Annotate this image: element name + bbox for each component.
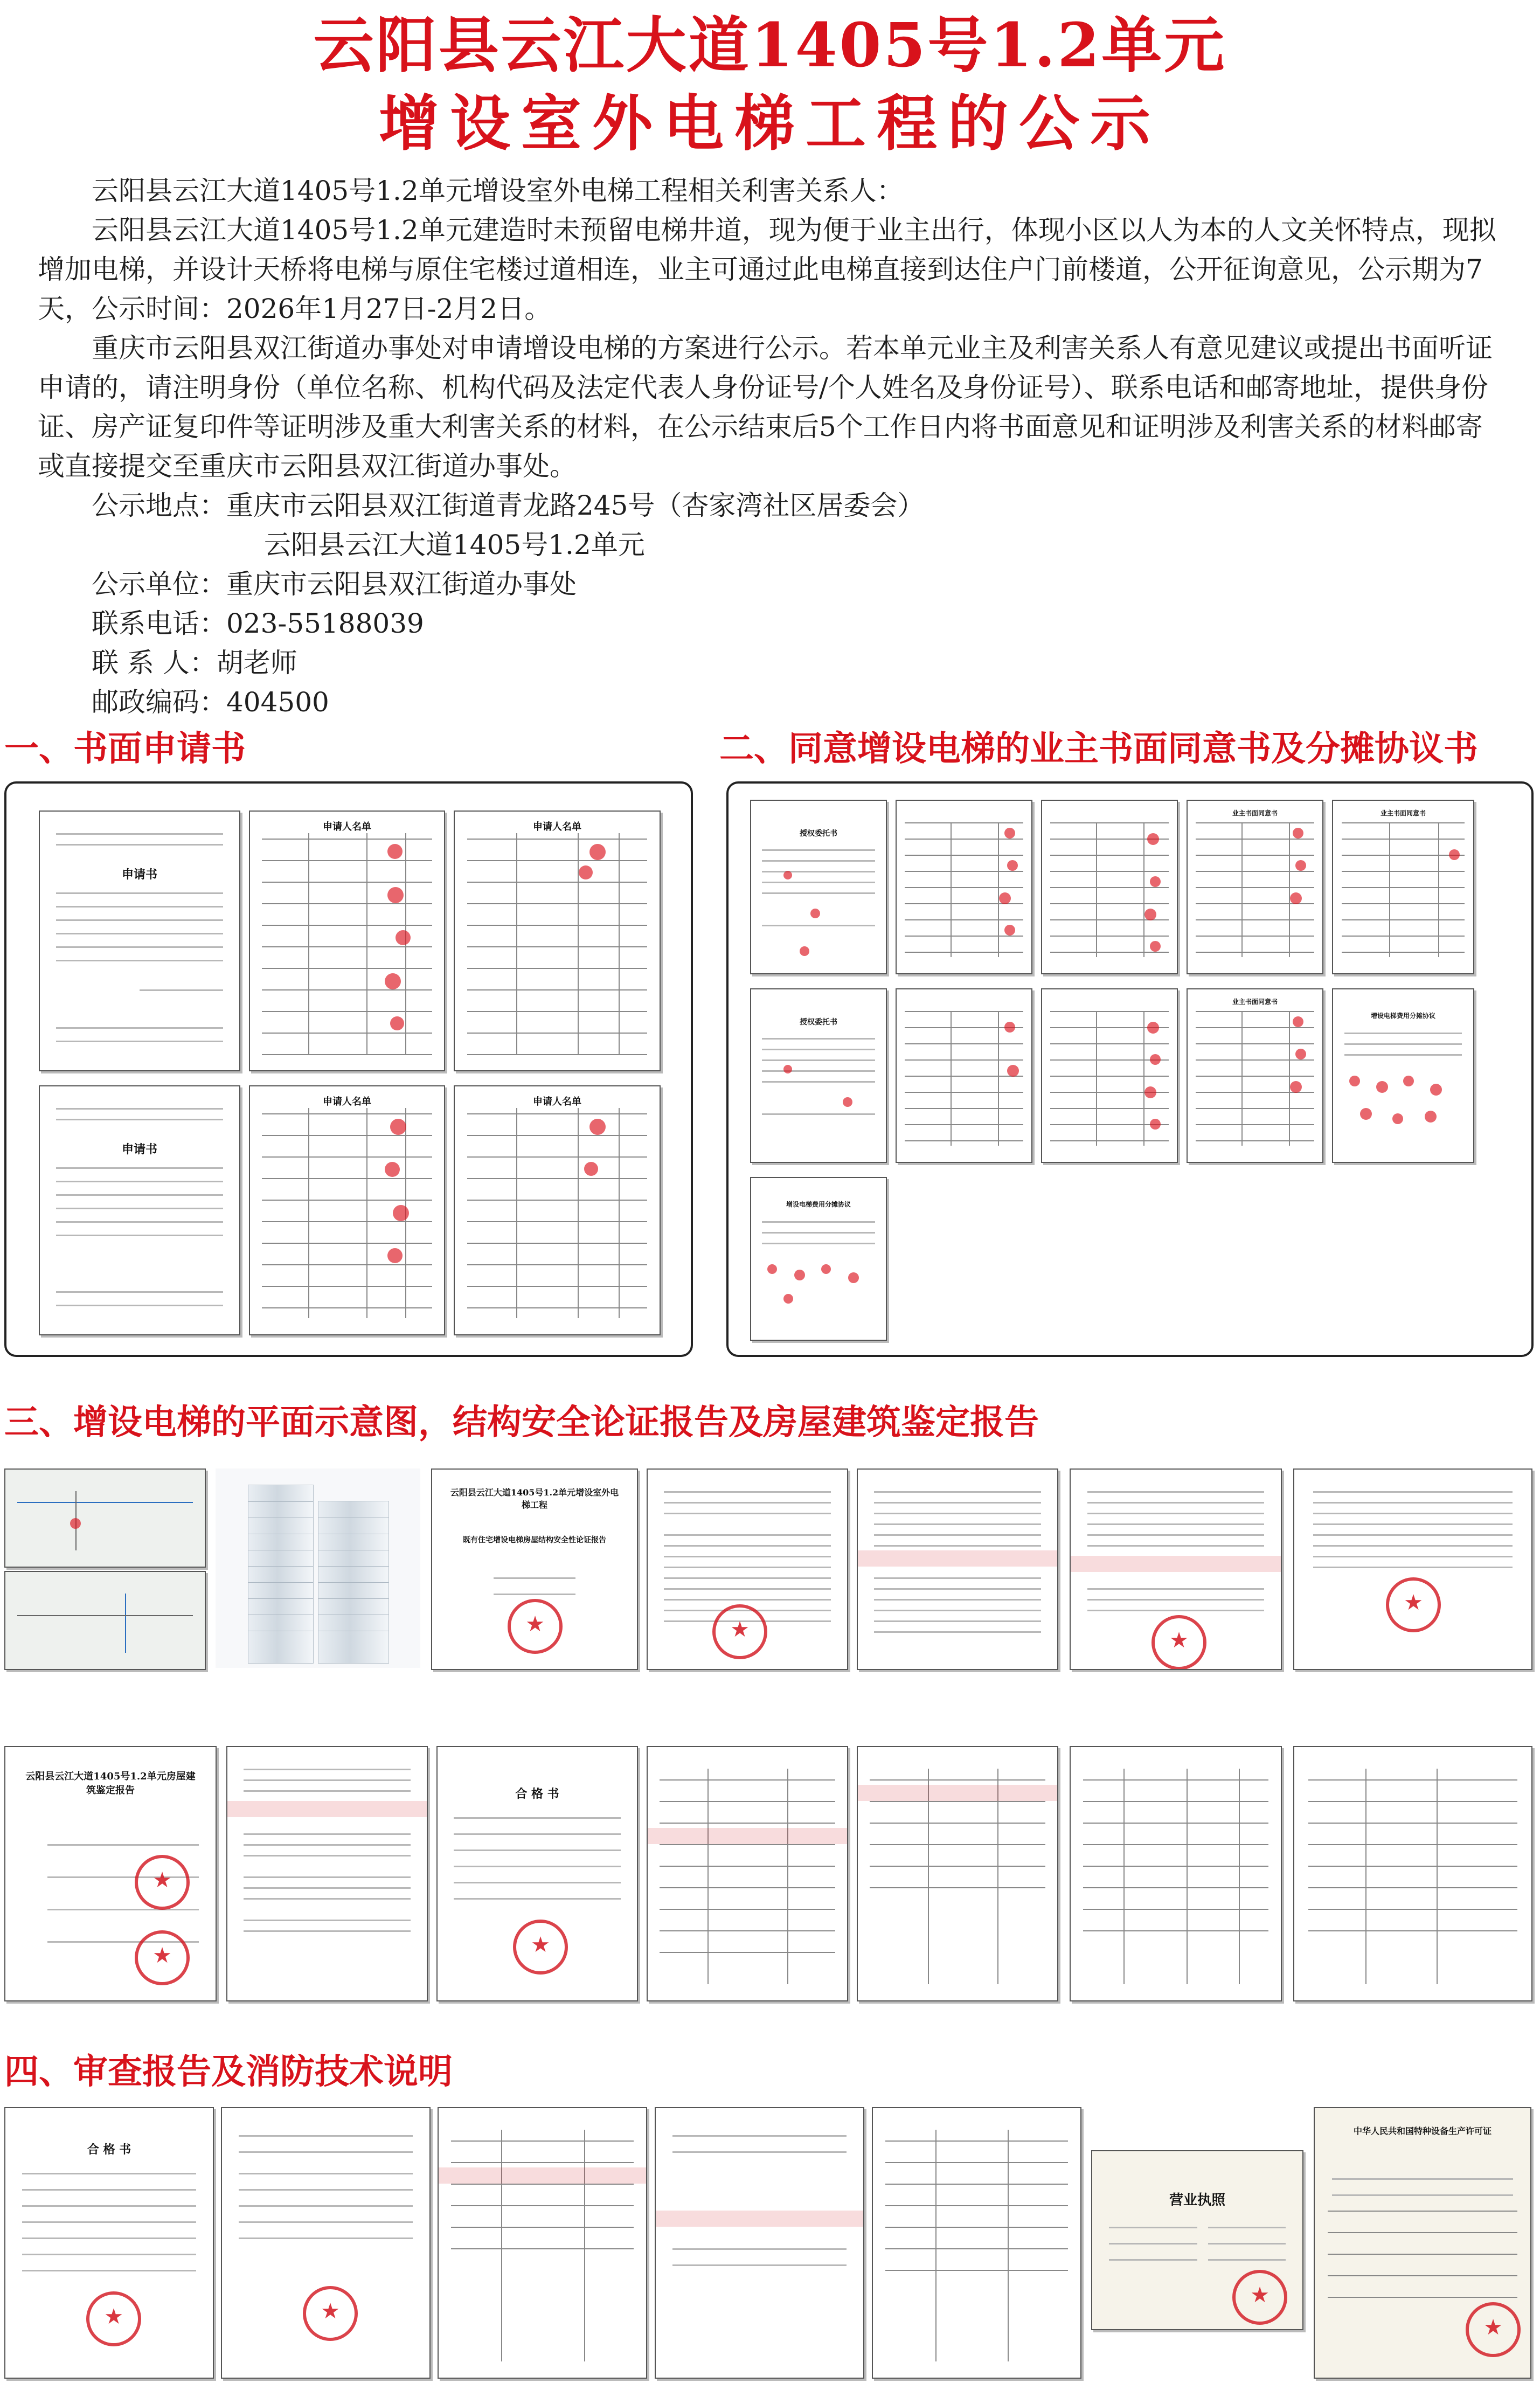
owner-list-doc-5: [896, 988, 1032, 1163]
doc-title: 授权委托书: [800, 829, 837, 838]
owner-list-doc-4: [1332, 800, 1474, 974]
doc-title: 增设电梯费用分摊协议: [786, 1201, 851, 1208]
page-title-line1: 云阳县云江大道1405号1.2单元: [313, 10, 1227, 81]
doc-title: 业主书面同意书: [1232, 998, 1278, 1006]
notice-postcode: 邮政编码：404500: [92, 687, 329, 718]
report-page-4: [1293, 1468, 1532, 1670]
applicant-list-doc-2: [454, 811, 661, 1071]
doc-subtitle: 既有住宅增设电梯房屋结构安全性论证报告: [463, 1536, 606, 1544]
application-doc-2: [39, 1085, 240, 1335]
owner-list-doc-2: [1041, 800, 1178, 974]
doc-title: 申请人名单: [323, 1096, 371, 1107]
notice-paragraph-2: 重庆市云阳县双江街道办事处对申请增设电梯的方案进行公示。若本单元业主及利害关系人有意见建议或提出书面听证申请的，请注明身份（单位名称、机构代码及法定代表人身份证号/个人姓名及身份证号）、联系电话和邮寄地址，提供身份证、房产证复印件等证明涉及重大利害关系的材料，在公示结束后5个工作日内将书面意见和证明涉及利害关系的材料邮寄或直接提交至重庆市云阳县双江街道办事处。: [38, 332, 1493, 482]
section-3-title: 三、增设电梯的平面示意图，结构安全论证报告及房屋建筑鉴定报告: [4, 1403, 1039, 1443]
elevator-rendering: [216, 1468, 420, 1668]
notice-body: [38, 171, 1503, 722]
doc-title: 合 格 书: [515, 1787, 559, 1801]
business-license: [1091, 2150, 1303, 2330]
fire-tech-doc: [655, 2107, 864, 2379]
agreement-doc-2: [750, 1177, 887, 1341]
notice-paragraph-1: 云阳县云江大道1405号1.2单元建造时未预留电梯井道，现为便于业主出行，体现小区以人为本的人文关怀特点，现拟增加电梯，并设计天桥将电梯与原住宅楼过道相连，业主可通过此电梯直接到达住户门前楼道，公开征询意见，公示期为7天，公示时间：2026年1月27日-2月2日。: [38, 214, 1496, 324]
review-table-3: [1070, 1746, 1282, 2001]
doc-title: 申请人名单: [533, 821, 581, 833]
review-table-2: [857, 1746, 1058, 2001]
consent-doc-2: [750, 988, 887, 1163]
doc-title: 中华人民共和国特种设备生产许可证: [1353, 2126, 1492, 2136]
doc-title: 业主书面同意书: [1232, 809, 1278, 817]
certificate-doc-1: [436, 1746, 638, 2001]
doc-title: 合 格 书: [87, 2143, 131, 2157]
doc-title: 业主书面同意书: [1380, 809, 1426, 817]
notice-location-2: 云阳县云江大道1405号1.2单元: [264, 529, 645, 560]
applicant-list-doc-4: [454, 1085, 661, 1335]
application-doc-1: [39, 811, 240, 1071]
doc-title: 申请人名单: [323, 821, 371, 833]
report-page-2: [857, 1468, 1058, 1670]
owner-list-doc-7: [1187, 988, 1323, 1163]
notice-phone: 联系电话：023-55188039: [92, 608, 424, 639]
report-page-3: [1070, 1468, 1282, 1670]
review-report-1: [221, 2107, 431, 2379]
review-report-2: [438, 2107, 647, 2379]
safety-report-cover: [431, 1468, 638, 1670]
doc-title: 云阳县云江大道1405号1.2单元房屋建筑鉴定报告: [25, 1771, 196, 1796]
appraisal-report-cover: [4, 1746, 217, 2001]
page-title-line2: 增设室外电梯工程的公示: [379, 88, 1161, 159]
agreement-doc-1: [1332, 988, 1474, 1163]
notice-contact: 联 系 人：胡老师: [92, 647, 297, 678]
section-4-title: 四、审查报告及消防技术说明: [4, 2052, 453, 2092]
section-1-panel: [4, 781, 693, 1357]
section-2-title: 二、同意增设电梯的业主书面同意书及分摊协议书: [719, 729, 1478, 769]
section-2-panel: [726, 781, 1534, 1357]
owner-list-doc-6: [1041, 988, 1178, 1163]
owner-list-doc-1: [896, 800, 1032, 974]
production-permit: [1314, 2107, 1531, 2379]
applicant-list-doc-3: [249, 1085, 445, 1335]
review-table-4: [1293, 1746, 1532, 2001]
review-table-5: [872, 2107, 1081, 2379]
report-page-1: [647, 1468, 848, 1670]
doc-title: 云阳县云江大道1405号1.2单元增设室外电梯工程: [450, 1487, 619, 1510]
doc-title: 授权委托书: [800, 1018, 837, 1027]
notice-unit: 公示单位：重庆市云阳县双江街道办事处: [92, 569, 577, 600]
doc-title: 申请书: [121, 868, 157, 882]
consent-doc-1: [750, 800, 887, 974]
applicant-list-doc-1: [249, 811, 445, 1071]
review-table-1: [647, 1746, 848, 2001]
owner-list-doc-3: [1187, 800, 1323, 974]
site-plan-1: [4, 1468, 206, 1568]
doc-title: 增设电梯费用分摊协议: [1370, 1012, 1435, 1020]
section-1-title: 一、书面申请书: [4, 729, 246, 769]
doc-title: 申请书: [121, 1142, 157, 1156]
notice-salutation: 云阳县云江大道1405号1.2单元增设室外电梯工程相关利害关系人：: [92, 175, 904, 206]
notice-location: 公示地点：重庆市云阳县双江街道青龙路245号（杏家湾社区居委会）: [92, 490, 925, 521]
doc-title: 营业执照: [1169, 2192, 1225, 2208]
certificate-doc-2: [4, 2107, 214, 2379]
appraisal-page-1: [226, 1746, 428, 2001]
site-plan-2: [4, 1571, 206, 1670]
doc-title: 申请人名单: [533, 1096, 581, 1107]
